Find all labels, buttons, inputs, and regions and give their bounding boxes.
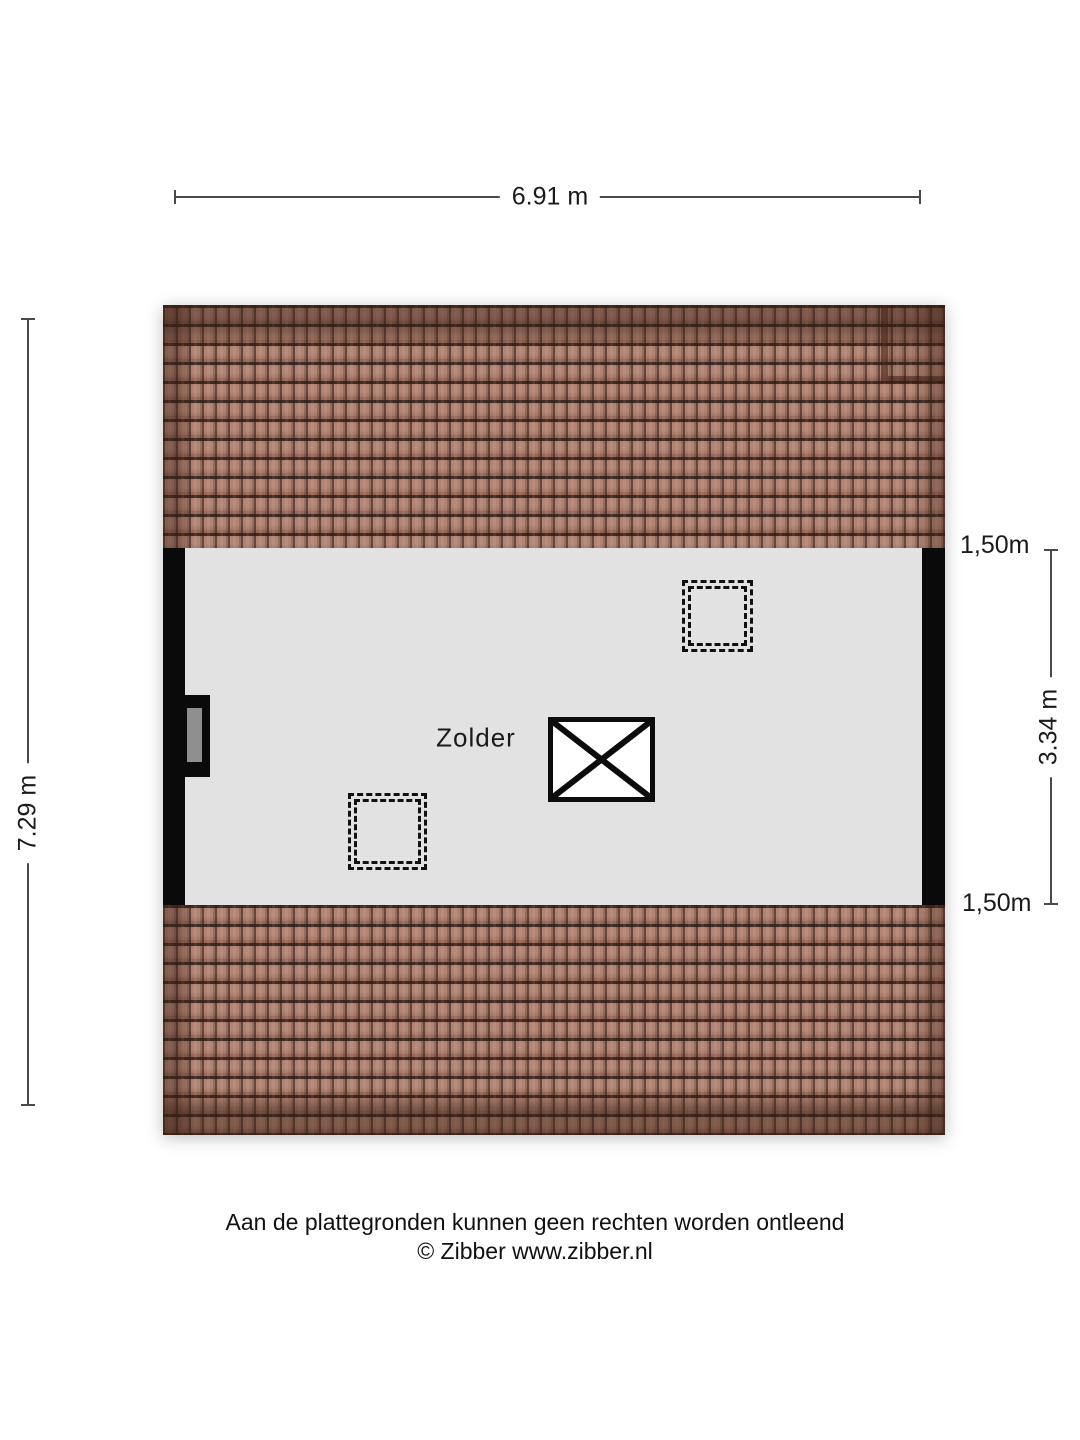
knee-height-top-label: 1,50m (960, 531, 1030, 559)
wall-right (922, 548, 945, 905)
knee-height-bottom-label: 1,50m (962, 889, 1032, 917)
chimney-niche-inset (187, 708, 202, 762)
footer-copyright: © Zibber www.zibber.nl (417, 1238, 653, 1264)
dimension-top-tick-right (919, 190, 921, 204)
dimension-left-label: 7.29 m (12, 763, 45, 863)
roof-edge-shadow-top (163, 305, 945, 548)
dimension-right-label: 3.34 m (1033, 677, 1066, 777)
footer-disclaimer: Aan de plattegronden kunnen geen rechten worden ontleend (225, 1209, 845, 1235)
roof-slope-top (163, 305, 945, 548)
roof-slope-bottom (163, 905, 945, 1135)
dimension-right-tick-bottom (1044, 903, 1058, 905)
dimension-left-line (27, 319, 29, 1106)
skylight-marker-upper (682, 580, 753, 652)
skylight-marker-upper-inner (688, 586, 747, 646)
attic-floorplan (163, 305, 945, 1135)
dimension-top-label: 6.91 m (500, 181, 600, 214)
dimension-right-tick-top (1044, 549, 1058, 551)
room-label-zolder: Zolder (436, 722, 516, 753)
footer (226, 1208, 845, 1266)
dimension-left-tick-top (21, 318, 35, 320)
skylight-marker-lower (348, 793, 427, 870)
chimney-niche (185, 695, 210, 777)
skylight-marker-lower-inner (354, 799, 421, 864)
stair-opening-cross-icon (553, 722, 650, 797)
roof-corner-notch (881, 305, 945, 383)
wall-left (163, 548, 185, 905)
roof-edge-shadow-bottom (163, 905, 945, 1135)
dimension-top-tick-left (174, 190, 176, 204)
stair-opening-symbol (548, 717, 655, 802)
dimension-left-tick-bottom (21, 1104, 35, 1106)
attic-room (163, 548, 945, 905)
